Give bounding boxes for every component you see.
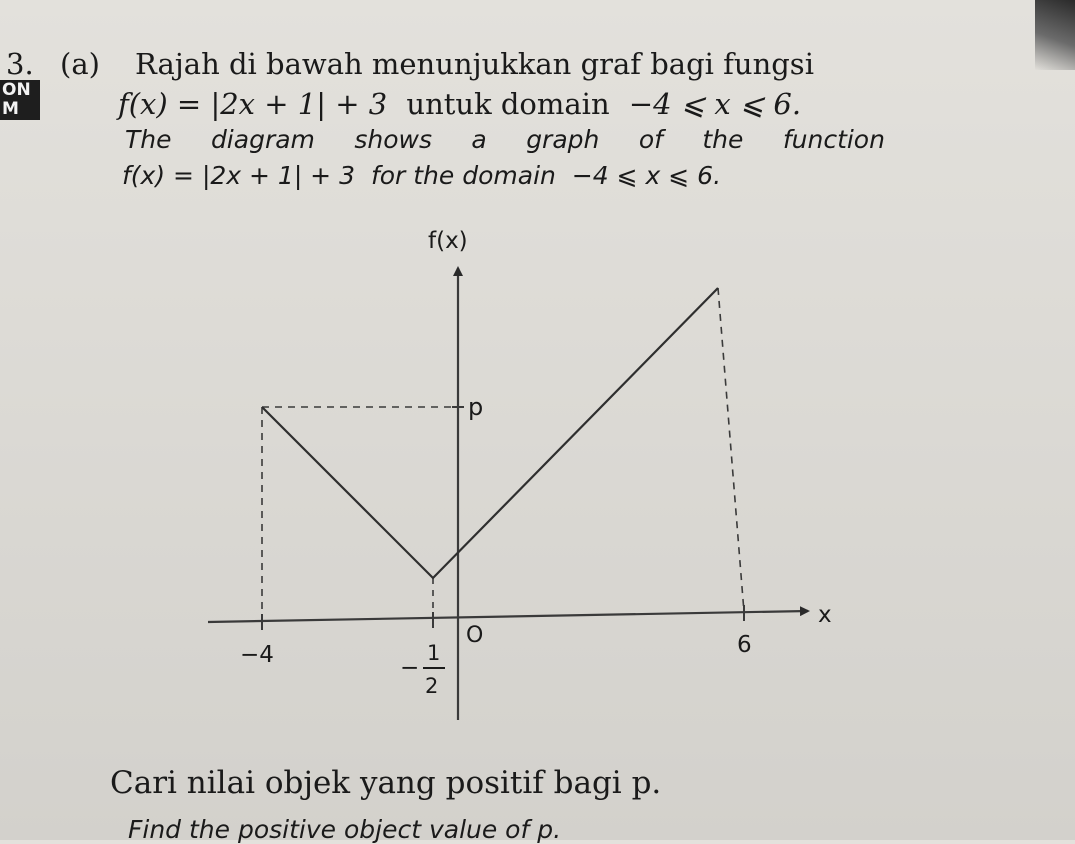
p-label: p bbox=[468, 393, 484, 421]
eng-word: the bbox=[702, 125, 744, 154]
domain-inequality: −4 ⩽ x ⩽ 6. bbox=[628, 87, 802, 121]
tick-label-neg4: −4 bbox=[240, 642, 274, 668]
side-tab-line1: ON bbox=[2, 80, 31, 100]
eng-function-expression: f(x) = |2x + 1| + 3 bbox=[122, 161, 355, 190]
eng-word: diagram bbox=[210, 125, 315, 154]
side-tab-line2: M bbox=[2, 99, 19, 119]
domain-text: untuk domain bbox=[406, 87, 610, 121]
function-curve bbox=[262, 288, 718, 578]
function-expression: f(x) = |2x + 1| + 3 bbox=[118, 87, 388, 121]
question-number: 3. bbox=[6, 47, 34, 81]
eng-word: function bbox=[782, 125, 885, 154]
question-english: Find the positive object value of p. bbox=[128, 815, 562, 844]
eng-domain-text: for the domain bbox=[370, 161, 556, 190]
eng-word: a bbox=[471, 125, 487, 154]
x-axis-label: x bbox=[818, 602, 832, 628]
eng-word: of bbox=[638, 125, 663, 154]
tick-label-6: 6 bbox=[737, 632, 752, 658]
dashed-right-line bbox=[718, 288, 744, 612]
y-axis-label: f(x) bbox=[428, 228, 468, 254]
origin-label: O bbox=[466, 623, 484, 648]
x-axis bbox=[208, 611, 808, 622]
question-malay: Cari nilai objek yang positif bagi p. bbox=[110, 765, 662, 801]
fraction-numerator: 1 bbox=[427, 641, 441, 665]
eng-word: graph bbox=[526, 125, 600, 154]
eng-word: shows bbox=[354, 125, 432, 154]
fraction-minus: − bbox=[400, 655, 420, 681]
eng-domain-inequality: −4 ⩽ x ⩽ 6. bbox=[571, 161, 722, 190]
eng-word: The bbox=[125, 125, 172, 154]
fraction-denominator: 2 bbox=[425, 674, 439, 698]
malay-line-1: Rajah di bawah menunjukkan graf bagi fungsi bbox=[135, 47, 814, 81]
part-label: (a) bbox=[60, 47, 100, 81]
